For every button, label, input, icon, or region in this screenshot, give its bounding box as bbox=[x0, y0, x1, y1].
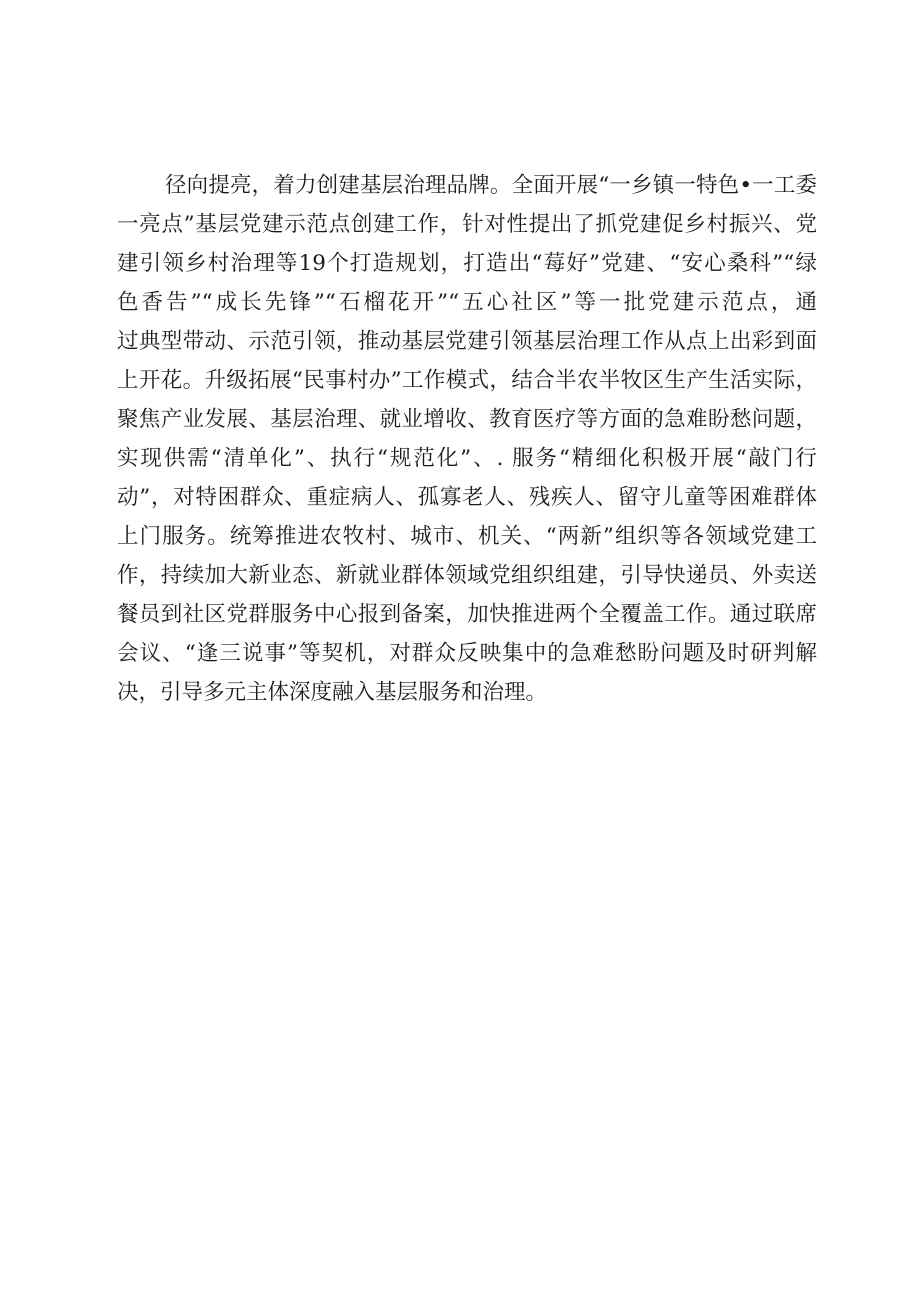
paragraph-line: 餐员到社区党群服务中心报到备案，加快推进两个全覆盖工作。通过联席 bbox=[117, 602, 817, 627]
paragraph-line: 作，持续加大新业态、新就业群体领域党组织组建，引导快递员、外卖送 bbox=[117, 563, 817, 588]
body-paragraph bbox=[117, 166, 817, 712]
paragraph-line: 实现供需“清单化”、执行“规范化”、. 服务“精细化积极开展“敲门行 bbox=[117, 446, 817, 471]
paragraph-line: 上开花。升级拓展“民事村办”工作模式，结合半农半牧区生产生活实际， bbox=[117, 368, 817, 393]
paragraph-line: 决，引导多元主体深度融入基层服务和治理。 bbox=[117, 680, 548, 705]
paragraph-line: 过典型带动、示范引领，推动基层党建引领基层治理工作从点上出彩到面 bbox=[117, 329, 817, 354]
paragraph-line: 建引领乡村治理等19个打造规划，打造出“莓好”党建、“安心桑科”“绿 bbox=[117, 251, 817, 276]
paragraph-line: 会议、“逢三说事”等契机，对群众反映集中的急难愁盼问题及时研判解 bbox=[117, 641, 817, 666]
paragraph-line: 上门服务。统筹推进农牧村、城市、机关、“两新”组织等各领域党建工 bbox=[117, 524, 817, 549]
paragraph-line: 动”，对特困群众、重症病人、孤寡老人、残疾人、留守儿童等困难群体 bbox=[117, 485, 817, 510]
paragraph-line: 径向提亮，着力创建基层治理品牌。全面开展“一乡镇一特色•一工委 bbox=[165, 173, 817, 198]
paragraph-line: 色香告”“成长先锋”“石榴花开”“五心社区”等一批党建示范点，通 bbox=[117, 290, 817, 315]
paragraph-line: 一亮点”基层党建示范点创建工作，针对性提出了抓党建促乡村振兴、党 bbox=[117, 212, 817, 237]
paragraph-line: 聚焦产业发展、基层治理、就业增收、教育医疗等方面的急难盼愁问题， bbox=[117, 407, 817, 432]
